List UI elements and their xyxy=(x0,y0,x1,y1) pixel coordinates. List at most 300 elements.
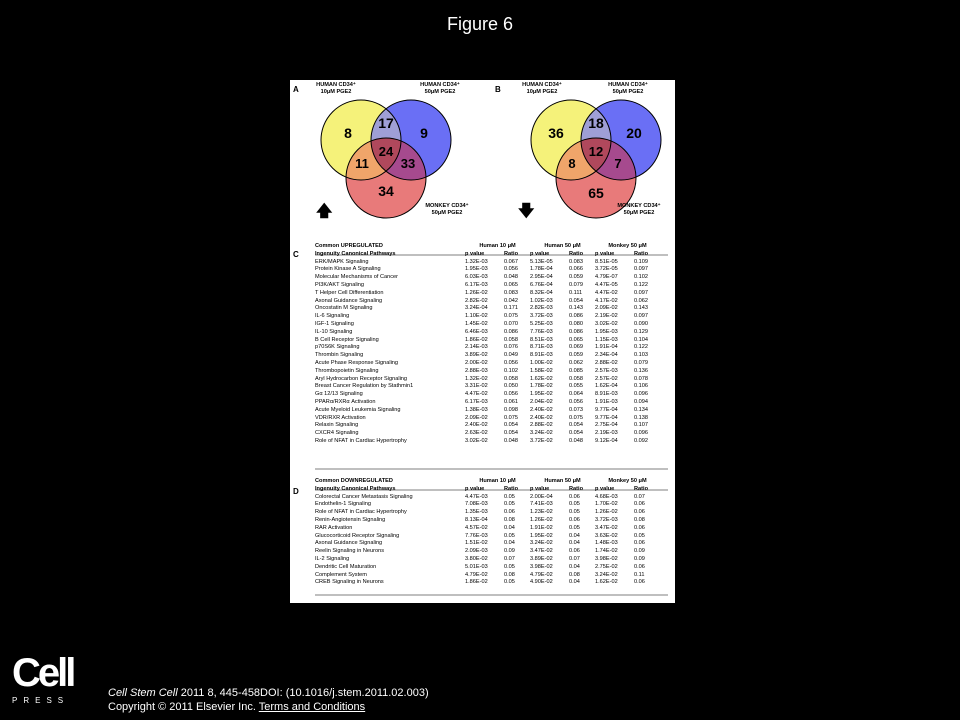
pathway-name: IGF-1 Signaling xyxy=(315,320,354,327)
ratio: 0.129 xyxy=(634,328,648,335)
p-value: 3.72E-03 xyxy=(530,313,553,320)
ratio: 0.138 xyxy=(634,414,648,421)
ratio: 0.055 xyxy=(569,383,583,390)
p-value: 1.86E-02 xyxy=(465,579,488,586)
p-value: 2.09E-03 xyxy=(465,548,488,555)
table-row xyxy=(315,548,667,556)
p-value: 1.95E-02 xyxy=(530,532,553,539)
p-value: 4.79E-07 xyxy=(595,274,618,281)
p-value: 1.26E-02 xyxy=(465,289,488,296)
table-row xyxy=(315,517,667,525)
p-value: 2.75E-02 xyxy=(595,563,618,570)
logo-word: Cell xyxy=(12,651,74,695)
p-value: 6.17E-03 xyxy=(465,398,488,405)
ratio: 0.056 xyxy=(504,266,518,273)
panel-a-letter: A xyxy=(293,85,299,94)
p-value: 1.35E-03 xyxy=(465,509,488,516)
ratio: 0.05 xyxy=(569,509,580,516)
ratio: 0.05 xyxy=(504,532,515,539)
ratio: 0.054 xyxy=(504,430,518,437)
ratio: 0.11 xyxy=(634,571,645,578)
p-value: 1.32E-02 xyxy=(465,375,488,382)
ratio: 0.06 xyxy=(634,540,645,547)
venn-a-label-bottom: MONKEY CD34⁺ 50μM PGE2 xyxy=(425,203,469,216)
ratio: 0.143 xyxy=(569,305,583,312)
ratio: 0.048 xyxy=(504,274,518,281)
ratio: 0.122 xyxy=(634,344,648,351)
pathway-name: Complement System xyxy=(315,571,367,578)
ratio: 0.065 xyxy=(504,281,518,288)
ratio: 0.059 xyxy=(569,352,583,359)
table-downregulated: Common DOWNREGULATED Human 10 μM Human 50 μM Monkey 50 μM Ingenuity Canonical Pathways p value Ratio p value Ratio p value Ratio Colorectal Cancer Metastasis Signaling 4.47E-03 0.05 2.00E-04 0.06 4.68E-03 0.07 Endothelin-1 Signaling 7.08E-03 0.05 7.41E-03 0.05 1.70E-02 0.06 Role of NFAT in Cardiac Hypertrophy 1.35E-03 0.06 1.23E-02 0.05 1.26E-02 0.06 Renin-Angiotensin Signaling 8.13E-04 0.08 1.26E-02 0.06 3.72E-03 0.08 RAR Activation 4.57E-02 0.04 1.91E-02 0.05 3.47E-02 0.06 Glucocorticoid Receptor Signaling 7.76E-03 0.05 1.95E-02 0.04 3.63E-02 0.05 Axonal Guidance Signaling 1.51E-02 0.04 3.24E-02 0.04 1.48E-03 0.06 Reelin Signaling in Neurons 2.09E-03 0.09 3.47E-02 0.06 1.74E-02 0.09 IL-2 Signaling 3.80E-02 0.07 3.89E-02 0.07 3.98E-02 0.09 Dendritic Cell Maturation 5.01E-03 0.05 3.98E-02 0.04 2.75E-02 0.06 Complement System 4.79E-02 0.08 4.79E-02 0.08 3.24E-02 0.11 CREB Signaling in Neurons 1.86E-02 0.05 4.90E-02 0.04 1.62E-02 0.06 xyxy=(315,478,667,587)
p-value: 8.51E-05 xyxy=(595,258,618,265)
ratio: 0.06 xyxy=(569,548,580,555)
pathway-name: CXCR4 Signaling xyxy=(315,430,359,437)
table-row xyxy=(315,321,667,329)
ratio: 0.09 xyxy=(634,548,645,555)
ratio: 0.143 xyxy=(634,305,648,312)
p-value: 2.04E-02 xyxy=(530,398,553,405)
p-value: 1.58E-02 xyxy=(530,367,553,374)
table-row xyxy=(315,376,667,384)
ratio: 0.064 xyxy=(569,391,583,398)
p-value: 9.77E-04 xyxy=(595,414,618,421)
venn-b-count-yb: 18 xyxy=(588,115,604,131)
p-value: 3.72E-02 xyxy=(530,437,553,444)
p-value: 1.95E-03 xyxy=(465,266,488,273)
table-row xyxy=(315,501,667,509)
p-value: 1.26E-02 xyxy=(530,516,553,523)
p-value: 2.88E-03 xyxy=(465,367,488,374)
ratio: 0.06 xyxy=(634,509,645,516)
p-value: 9.77E-04 xyxy=(595,406,618,413)
pathway-name: VDR/RXR Activation xyxy=(315,414,366,421)
ratio: 0.06 xyxy=(569,516,580,523)
ratio: 0.104 xyxy=(634,336,648,343)
ratio: 0.04 xyxy=(569,532,580,539)
p-value: 1.86E-02 xyxy=(465,336,488,343)
venn-b-count-yellow: 36 xyxy=(548,125,564,141)
venn-a-count-red: 34 xyxy=(378,183,394,199)
ratio: 0.042 xyxy=(504,297,518,304)
table-row xyxy=(315,329,667,337)
venn-b-label-bottom: MONKEY CD34⁺ 50μM PGE2 xyxy=(617,203,661,216)
p-value: 3.02E-02 xyxy=(595,320,618,327)
ratio: 0.171 xyxy=(504,305,518,312)
ratio: 0.054 xyxy=(504,422,518,429)
table-row xyxy=(315,399,667,407)
ratio: 0.07 xyxy=(504,555,515,562)
venn-a-count-yellow: 8 xyxy=(344,125,352,141)
pathway-name: CREB Signaling in Neurons xyxy=(315,579,384,586)
table-row xyxy=(315,259,667,267)
ratio: 0.109 xyxy=(634,258,648,265)
ratio: 0.106 xyxy=(634,383,648,390)
p-value: 5.01E-03 xyxy=(465,563,488,570)
pathway-name: ERK/MAPK Signaling xyxy=(315,258,369,265)
table-row xyxy=(315,556,667,564)
p-value: 5.13E-05 xyxy=(530,258,553,265)
p-value: 1.78E-02 xyxy=(530,383,553,390)
p-value: 7.08E-03 xyxy=(465,501,488,508)
table-row xyxy=(315,572,667,580)
p-value: 1.26E-02 xyxy=(595,509,618,516)
ratio: 0.04 xyxy=(504,540,515,547)
table-row xyxy=(315,391,667,399)
p-value: 3.72E-03 xyxy=(595,516,618,523)
ratio: 0.05 xyxy=(504,579,515,586)
ratio: 0.050 xyxy=(504,383,518,390)
p-value: 1.23E-02 xyxy=(530,509,553,516)
up-arrow-icon: 🡅 xyxy=(316,203,333,220)
panel-d-letter: D xyxy=(293,487,299,496)
ratio: 0.075 xyxy=(504,313,518,320)
pathway-name: Gα 12/13 Signaling xyxy=(315,391,363,398)
p-value: 2.00E-04 xyxy=(530,493,553,500)
pathway-name: IL-2 Signaling xyxy=(315,555,350,562)
ratio: 0.083 xyxy=(569,258,583,265)
venn-a-count-yb: 17 xyxy=(378,115,394,131)
ratio: 0.096 xyxy=(634,430,648,437)
p-value: 1.91E-03 xyxy=(595,398,618,405)
ratio: 0.06 xyxy=(634,501,645,508)
ratio: 0.079 xyxy=(634,359,648,366)
ratio: 0.065 xyxy=(569,336,583,343)
pathway-name: Endothelin-1 Signaling xyxy=(315,501,371,508)
ratio: 0.08 xyxy=(504,516,515,523)
pathway-name: Molecular Mechanisms of Cancer xyxy=(315,274,399,281)
pathway-name: p70S6K Signaling xyxy=(315,344,360,351)
table-row xyxy=(315,540,667,548)
p-value: 1.02E-03 xyxy=(530,297,553,304)
table-row xyxy=(315,360,667,368)
p-value: 2.57E-03 xyxy=(595,367,618,374)
ratio: 0.075 xyxy=(504,414,518,421)
logo-sub: PRESS xyxy=(12,696,70,705)
p-value: 1.62E-02 xyxy=(595,579,618,586)
ratio: 0.067 xyxy=(504,258,518,265)
terms-link[interactable]: Terms and Conditions xyxy=(258,701,366,713)
p-value: 4.68E-03 xyxy=(595,493,618,500)
p-value: 3.89E-02 xyxy=(465,352,488,359)
p-value: 1.91E-04 xyxy=(595,344,618,351)
journal-name: Cell Stem Cell xyxy=(108,687,178,699)
table-row xyxy=(315,509,667,517)
pathway-name: B Cell Receptor Signaling xyxy=(315,336,379,343)
p-value: 3.80E-02 xyxy=(465,555,488,562)
pathway-name: Dendritic Cell Maturation xyxy=(315,563,377,570)
ratio: 0.076 xyxy=(504,344,518,351)
table-row xyxy=(315,525,667,533)
venn-a-label-top-left: HUMAN CD34⁺ 10μM PGE2 xyxy=(316,82,356,95)
venn-a-label-top-right: HUMAN CD34⁺ 50μM PGE2 xyxy=(420,82,460,95)
p-value: 4.47E-02 xyxy=(465,391,488,398)
pathway-name: Colorectal Cancer Metastasis Signaling xyxy=(315,493,413,500)
p-value: 1.95E-02 xyxy=(530,391,553,398)
ratio: 0.04 xyxy=(569,563,580,570)
p-value: 2.19E-02 xyxy=(595,313,618,320)
p-value: 4.57E-02 xyxy=(465,524,488,531)
p-value: 1.51E-02 xyxy=(465,540,488,547)
cell-press-logo xyxy=(12,651,82,705)
ratio: 0.107 xyxy=(634,422,648,429)
pathway-name: Oncostatin M Signaling xyxy=(315,305,373,312)
ratio: 0.06 xyxy=(504,509,515,516)
pathway-name: Renin-Angiotensin Signaling xyxy=(315,516,386,523)
p-value: 3.63E-02 xyxy=(595,532,618,539)
table-row xyxy=(315,282,667,290)
p-value: 1.48E-03 xyxy=(595,540,618,547)
p-value: 1.91E-02 xyxy=(530,524,553,531)
ratio: 0.070 xyxy=(504,320,518,327)
table-row xyxy=(315,438,667,446)
ratio: 0.086 xyxy=(569,313,583,320)
venn-b-count-all: 12 xyxy=(588,144,604,159)
table-upregulated: Common UPREGULATED Human 10 μM Human 50 μM Monkey 50 μM Ingenuity Canonical Pathways p value Ratio p value Ratio p value Ratio ERK/MAPK Signaling 1.32E-03 0.067 5.13E-05 0.083 8.51E-05 0.109 Protein Kinase A Signaling 1.95E-03 0.056 1.78E-04 0.066 3.72E-05 0.097 Molecular Mechanisms of Cancer 6.03E-03 0.048 2.95E-04 0.059 4.79E-07 0.102 PI3K/AKT Signaling 6.17E-03 0.065 6.76E-04 0.079 4.47E-05 0.122 T Helper Cell Differentiation 1.26E-02 0.083 8.32E-04 0.111 4.47E-02 0.097 Axonal Guidance Signaling 2.82E-02 0.042 1.02E-03 0.054 4.17E-02 0.062 Oncostatin M Signaling 3.24E-04 0.171 2.82E-03 0.143 2.09E-02 0.143 IL-6 Signaling 1.10E-02 0.075 3.72E-03 0.086 2.19E-02 0.097 IGF-1 Signaling 1.45E-02 0.070 5.25E-03 0.080 3.02E-02 0.090 IL-10 Signaling 6.46E-03 0.086 7.76E-03 0.086 1.95E-03 0.129 B Cell Receptor Signaling 1.86E-02 0.058 8.51E-03 0.065 1.15E-03 0.104 p70S6K Signaling 2.14E-03 0.076 8.71E-03 0.069 1.91E-04 0.122 Thrombin Signaling 3.89E-02 0.049 8.91E-03 0.059 2.34E-04 0.103 Acute Phase Response Signaling 2.00E-02 0.056 1.00E-02 0.062 2.88E-02 0.079 Thrombopoietin Signaling 2.88E-03 0.102 1.58E-02 0.085 2.57E-03 0.136 Aryl Hydrocarbon Receptor Signaling 1.32E-02 0.058 1.62E-02 0.058 2.57E-02 0.078 Breast Cancer Regulation by Stathmin1 3.31E-02 0.050 1.78E-02 0.055 1.62E-04 0.106 Gα 12/13 Signaling 4.47E-02 0.056 1.95E-02 0.064 8.91E-03 0.096 PPARα/RXRα Activation 6.17E-03 0.061 2.04E-02 0.056 1.91E-03 0.094 Acute Myeloid Leukemia Signaling 1.38E-03 0.098 2.40E-02 0.073 9.77E-04 0.134 VDR/RXR Activation 2.09E-02 0.075 2.40E-02 0.075 9.77E-04 0.138 Relaxin Signaling 2.40E-02 0.054 2.88E-02 0.054 2.75E-04 0.107 CXCR4 Signaling 2.63E-02 0.054 3.24E-02 0.054 2.19E-03 0.096 Role of NFAT in Cardiac Hypertrophy 3.02E-02 0.048 3.72E-02 0.048 9.12E-04 0.092 xyxy=(315,243,667,446)
p-value: 2.95E-04 xyxy=(530,274,553,281)
p-value: 2.00E-02 xyxy=(465,359,488,366)
p-value: 1.00E-02 xyxy=(530,359,553,366)
p-value: 5.25E-03 xyxy=(530,320,553,327)
ratio: 0.086 xyxy=(569,328,583,335)
p-value: 6.46E-03 xyxy=(465,328,488,335)
pathway-name: IL-10 Signaling xyxy=(315,328,353,335)
table-d-group-2: Human 50 μM xyxy=(544,478,581,484)
venn-b-count-blue: 20 xyxy=(626,125,642,141)
ratio: 0.06 xyxy=(634,524,645,531)
venn-b-count-br: 7 xyxy=(614,156,622,171)
ratio: 0.090 xyxy=(634,320,648,327)
p-value: 4.90E-02 xyxy=(530,579,553,586)
figure-title: Figure 6 xyxy=(446,14,514,34)
p-value: 2.40E-02 xyxy=(465,422,488,429)
table-row xyxy=(315,298,667,306)
ratio: 0.097 xyxy=(634,266,648,273)
ratio: 0.079 xyxy=(569,281,583,288)
venn-a-count-blue: 9 xyxy=(420,125,428,141)
p-value: 3.24E-02 xyxy=(595,571,618,578)
p-value: 8.91E-03 xyxy=(595,391,618,398)
p-value: 2.09E-02 xyxy=(465,414,488,421)
ratio: 0.062 xyxy=(634,297,648,304)
p-value: 1.62E-02 xyxy=(530,375,553,382)
table-c-heading: Common UPREGULATED xyxy=(315,243,383,249)
p-value: 1.15E-03 xyxy=(595,336,618,343)
p-value: 1.32E-03 xyxy=(465,258,488,265)
table-row xyxy=(315,368,667,376)
ratio: 0.07 xyxy=(569,555,580,562)
pathway-name: RAR Activation xyxy=(315,524,353,531)
p-value: 3.47E-02 xyxy=(530,548,553,555)
p-value: 1.10E-02 xyxy=(465,313,488,320)
ratio: 0.069 xyxy=(569,344,583,351)
p-value: 2.40E-02 xyxy=(530,414,553,421)
ratio: 0.08 xyxy=(504,571,515,578)
table-row xyxy=(315,274,667,282)
panel-b-letter: B xyxy=(495,85,501,94)
panel-c-letter: C xyxy=(293,250,299,259)
table-row xyxy=(315,579,667,587)
table-d-group-3: Monkey 50 μM xyxy=(608,478,647,484)
p-value: 2.34E-04 xyxy=(595,352,618,359)
ratio: 0.056 xyxy=(504,391,518,398)
p-value: 3.72E-05 xyxy=(595,266,618,273)
pathway-name: Reelin Signaling in Neurons xyxy=(315,548,385,555)
footer xyxy=(108,686,429,714)
p-value: 2.82E-03 xyxy=(530,305,553,312)
ratio: 0.094 xyxy=(634,398,648,405)
table-row xyxy=(315,266,667,274)
p-value: 2.63E-02 xyxy=(465,430,488,437)
ratio: 0.058 xyxy=(504,336,518,343)
pathway-name: Breast Cancer Regulation by Stathmin1 xyxy=(315,383,414,390)
table-d-subheading: Ingenuity Canonical Pathways xyxy=(315,485,396,492)
ratio: 0.06 xyxy=(634,563,645,570)
p-value: 3.47E-02 xyxy=(595,524,618,531)
p-value: 7.41E-03 xyxy=(530,501,553,508)
ratio: 0.111 xyxy=(569,289,583,296)
p-value: 4.47E-05 xyxy=(595,281,618,288)
ratio: 0.075 xyxy=(569,414,583,421)
pathway-name: Role of NFAT in Cardiac Hypertrophy xyxy=(315,509,407,516)
table-row xyxy=(315,494,667,502)
ratio: 0.09 xyxy=(504,548,515,555)
ratio: 0.092 xyxy=(634,437,648,444)
ratio: 0.05 xyxy=(504,563,515,570)
ratio: 0.05 xyxy=(634,532,645,539)
p-value: 4.47E-02 xyxy=(595,289,618,296)
ratio: 0.04 xyxy=(504,524,515,531)
p-value: 4.79E-02 xyxy=(530,571,553,578)
p-value: 8.71E-03 xyxy=(530,344,553,351)
ratio: 0.134 xyxy=(634,406,648,413)
table-c-group-2: Human 50 μM xyxy=(544,243,581,249)
p-value: 2.75E-04 xyxy=(595,422,618,429)
ratio: 0.07 xyxy=(634,493,645,500)
ratio: 0.058 xyxy=(569,375,583,382)
table-row xyxy=(315,430,667,438)
venn-a-count-yr: 11 xyxy=(355,156,369,171)
p-value: 3.98E-02 xyxy=(530,563,553,570)
p-value: 8.32E-04 xyxy=(530,289,553,296)
ratio: 0.05 xyxy=(569,524,580,531)
ratio: 0.086 xyxy=(504,328,518,335)
ratio: 0.049 xyxy=(504,352,518,359)
p-value: 3.24E-02 xyxy=(530,540,553,547)
pathway-name: Axonal Guidance Signaling xyxy=(315,540,383,547)
table-row xyxy=(315,383,667,391)
table-row xyxy=(315,313,667,321)
ratio: 0.058 xyxy=(504,375,518,382)
p-value: 3.89E-02 xyxy=(530,555,553,562)
table-c-group-3: Monkey 50 μM xyxy=(608,243,647,249)
ratio: 0.05 xyxy=(504,493,515,500)
ratio: 0.097 xyxy=(634,289,648,296)
pathway-name: Axonal Guidance Signaling xyxy=(315,297,383,304)
ratio: 0.097 xyxy=(634,313,648,320)
p-value: 4.47E-03 xyxy=(465,493,488,500)
figure-image xyxy=(290,80,675,603)
table-row xyxy=(315,415,667,423)
p-value: 4.17E-02 xyxy=(595,297,618,304)
ratio: 0.06 xyxy=(634,579,645,586)
ratio: 0.102 xyxy=(634,274,648,281)
ratio: 0.102 xyxy=(504,367,518,374)
ratio: 0.078 xyxy=(634,375,648,382)
ratio: 0.056 xyxy=(504,359,518,366)
pathway-name: Role of NFAT in Cardiac Hypertrophy xyxy=(315,437,407,444)
p-value: 6.03E-03 xyxy=(465,274,488,281)
ratio: 0.096 xyxy=(634,391,648,398)
table-row xyxy=(315,352,667,360)
venn-b-label-top-right: HUMAN CD34⁺ 50μM PGE2 xyxy=(608,82,648,95)
p-value: 8.13E-04 xyxy=(465,516,488,523)
p-value: 1.74E-02 xyxy=(595,548,618,555)
p-value: 9.12E-04 xyxy=(595,437,618,444)
ratio: 0.073 xyxy=(569,406,583,413)
p-value: 1.38E-03 xyxy=(465,406,488,413)
ratio: 0.06 xyxy=(569,493,580,500)
table-c-subheading: Ingenuity Canonical Pathways xyxy=(315,250,396,257)
p-value: 1.70E-02 xyxy=(595,501,618,508)
ratio: 0.098 xyxy=(504,406,518,413)
venn-a-count-br: 33 xyxy=(400,156,416,171)
p-value: 2.09E-02 xyxy=(595,305,618,312)
pathway-name: Relaxin Signaling xyxy=(315,422,359,429)
ratio: 0.05 xyxy=(504,501,515,508)
p-value: 2.40E-02 xyxy=(530,406,553,413)
p-value: 8.51E-03 xyxy=(530,336,553,343)
venn-b-count-yr: 8 xyxy=(568,156,576,171)
p-value: 2.57E-02 xyxy=(595,375,618,382)
p-value: 2.88E-02 xyxy=(530,422,553,429)
p-value: 1.78E-04 xyxy=(530,266,553,273)
table-row xyxy=(315,337,667,345)
pathway-name: Protein Kinase A Signaling xyxy=(315,266,381,273)
pathway-name: IL-6 Signaling xyxy=(315,313,350,320)
pathway-name: T Helper Cell Differentiation xyxy=(315,289,384,296)
ratio: 0.054 xyxy=(569,422,583,429)
ratio: 0.122 xyxy=(634,281,648,288)
p-value: 6.17E-03 xyxy=(465,281,488,288)
venn-b-count-red: 65 xyxy=(588,185,604,201)
p-value: 4.79E-02 xyxy=(465,571,488,578)
down-arrow-icon: 🡇 xyxy=(518,203,535,220)
p-value: 3.02E-02 xyxy=(465,437,488,444)
ratio: 0.08 xyxy=(569,571,580,578)
venn-a-count-all: 24 xyxy=(378,144,394,159)
p-value: 7.76E-03 xyxy=(530,328,553,335)
ratio: 0.066 xyxy=(569,266,583,273)
p-value: 2.14E-03 xyxy=(465,344,488,351)
pathway-name: PI3K/AKT Signaling xyxy=(315,281,365,288)
p-value: 7.76E-03 xyxy=(465,532,488,539)
table-row xyxy=(315,407,667,415)
table-c-group-1: Human 10 μM xyxy=(479,243,516,249)
p-value: 2.82E-02 xyxy=(465,297,488,304)
ratio: 0.136 xyxy=(634,367,648,374)
venn-b-label-top-left: HUMAN CD34⁺ 10μM PGE2 xyxy=(522,82,562,95)
table-row xyxy=(315,290,667,298)
pathway-name: PPARα/RXRα Activation xyxy=(315,398,376,405)
ratio: 0.080 xyxy=(569,320,583,327)
p-value: 3.24E-04 xyxy=(465,305,488,312)
pathway-name: Thrombin Signaling xyxy=(315,352,364,359)
p-value: 3.31E-02 xyxy=(465,383,488,390)
p-value: 3.24E-02 xyxy=(530,430,553,437)
p-value: 1.62E-04 xyxy=(595,383,618,390)
ratio: 0.083 xyxy=(504,289,518,296)
